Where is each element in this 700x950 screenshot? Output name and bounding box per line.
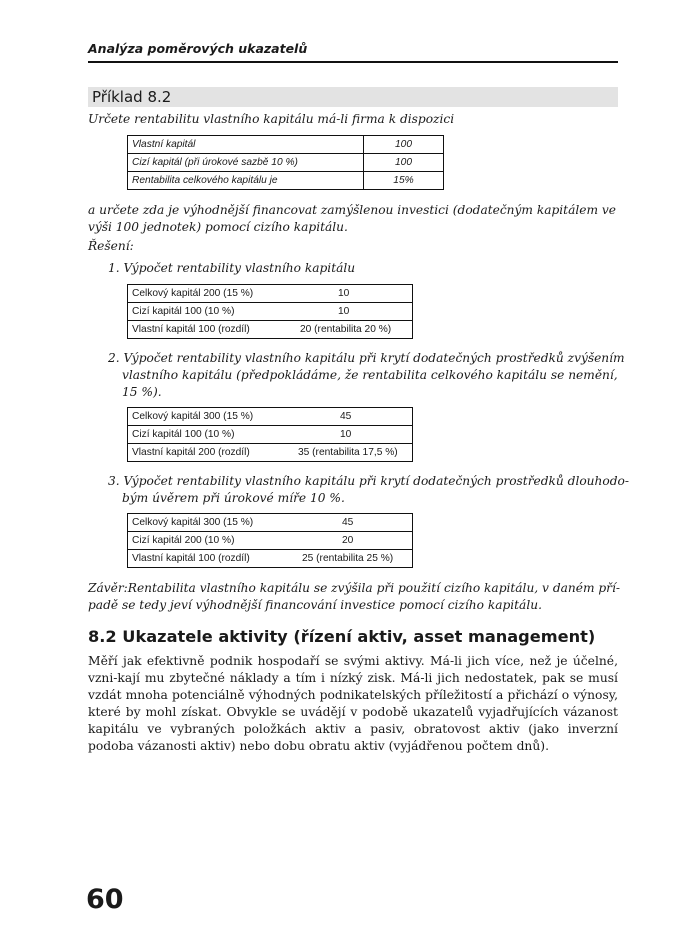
- table-row: [128, 408, 413, 426]
- input-table: [127, 135, 444, 190]
- section-heading: 8.2 Ukazatele aktivity (řízení aktiv, asset management): [88, 627, 596, 646]
- table-row: [128, 426, 413, 444]
- table-cell-value: 10: [296, 285, 413, 303]
- conclusion-line-1: Závěr:Rentabilita vlastního kapitálu se zvýšila při použití cizího kapitálu, v daném pří-: [88, 581, 621, 595]
- table-cell-label: Rentabilita celkového kapitálu je: [128, 172, 364, 190]
- task-line-1: a určete zda je výhodnější financovat zamýšlenou investici (dodatečným kapitálem ve: [88, 203, 616, 217]
- example-title: Příklad 8.2: [92, 88, 172, 106]
- step-3-line-1: 3. Výpočet rentability vlastního kapitálu při krytí dodatečných prostředků dlouhodo-: [108, 474, 629, 488]
- table-cell-label: Vlastní kapitál: [128, 136, 364, 154]
- table-cell-value: 45: [296, 514, 413, 532]
- table-row: [128, 550, 413, 568]
- step-2-line-2: vlastního kapitálu (předpokládáme, že rentabilita celkového kapitálu se nemění,: [122, 368, 618, 382]
- table-cell-label: Cizí kapitál 100 (10 %): [128, 303, 297, 321]
- step-2-table: [127, 407, 413, 462]
- table-cell-value: 20: [296, 532, 413, 550]
- table-cell-value: 35 (rentabilita 17,5 %): [298, 447, 398, 458]
- table-cell-label: Celkový kapitál 300 (15 %): [128, 408, 289, 426]
- table-cell-value: 45: [288, 408, 413, 426]
- table-cell-label: Cizí kapitál (při úrokové sazbě 10 %): [128, 154, 364, 172]
- table-cell-label: Vlastní kapitál 100 (rozdíl): [132, 324, 250, 335]
- table-row: [128, 172, 444, 190]
- table-cell-value: 100: [364, 154, 444, 172]
- running-header: Analýza poměrových ukazatelů: [88, 41, 308, 56]
- table-cell-label: Vlastní kapitál 100 (rozdíl): [132, 553, 250, 564]
- conclusion-line-2: padě se tedy jeví výhodnější financování investice pomocí cizího kapitálu.: [88, 598, 542, 612]
- table-row: [128, 285, 413, 303]
- step-3-table: [127, 513, 413, 568]
- section-paragraph: Měří jak efektivně podnik hospodaří se svými aktivy. Má-li jich více, než je účelné, vzni-kají mu zbytečné náklady a tím i nízký zisk. Má-li jich nedostatek, pak se musí vzdát mnoha potenciálně výhodných podnikatelských příležitostí a přichází o výnosy, které by mohl získat. Obvykle se uvádějí v podobě ukazatelů vyjadřujících vázanost kapitálu ve vybraných položkách aktiv a pasiv, obratovost aktiv (jako inverzní podoba vázanosti aktiv) nebo dobu obratu aktiv (vyjádřenou počtem dnů).: [88, 654, 618, 753]
- table-cell-label: Celkový kapitál 200 (15 %): [128, 285, 297, 303]
- step-1-text: 1. Výpočet rentability vlastního kapitálu: [108, 261, 356, 275]
- step-2-line-1: 2. Výpočet rentability vlastního kapitálu při krytí dodatečných prostředků zvýšením: [108, 351, 625, 365]
- table-row: [128, 321, 413, 339]
- table-cell-value: 10: [296, 303, 413, 321]
- table-row: [128, 444, 413, 462]
- step-3-line-2: bým úvěrem při úrokové míře 10 %.: [122, 491, 345, 505]
- step-2-line-3: 15 %).: [122, 385, 162, 399]
- solution-label: Řešení:: [88, 239, 134, 253]
- table-row: [128, 136, 444, 154]
- page-number: 60: [86, 884, 124, 915]
- table-row: [128, 532, 413, 550]
- table-row: [128, 303, 413, 321]
- table-row: [128, 514, 413, 532]
- table-cell-value: 20 (rentabilita 20 %): [300, 324, 392, 335]
- table-cell-value: 100: [364, 136, 444, 154]
- table-cell-value: 10: [288, 426, 413, 444]
- step-1-table: [127, 284, 413, 339]
- header-rule: [88, 61, 618, 63]
- table-row: [128, 154, 444, 172]
- table-cell-value: 25 (rentabilita 25 %): [302, 553, 394, 564]
- table-cell-label: Celkový kapitál 300 (15 %): [128, 514, 297, 532]
- table-cell-label: Cizí kapitál 200 (10 %): [128, 532, 297, 550]
- table-cell-value: 15%: [393, 175, 414, 186]
- table-cell-label: Cizí kapitál 100 (10 %): [128, 426, 289, 444]
- task-line-2: výši 100 jednotek) pomocí cizího kapitálu.: [88, 220, 348, 234]
- table-cell-label: Vlastní kapitál 200 (rozdíl): [132, 447, 250, 458]
- example-intro: Určete rentabilitu vlastního kapitálu má-li firma k dispozici: [88, 112, 455, 126]
